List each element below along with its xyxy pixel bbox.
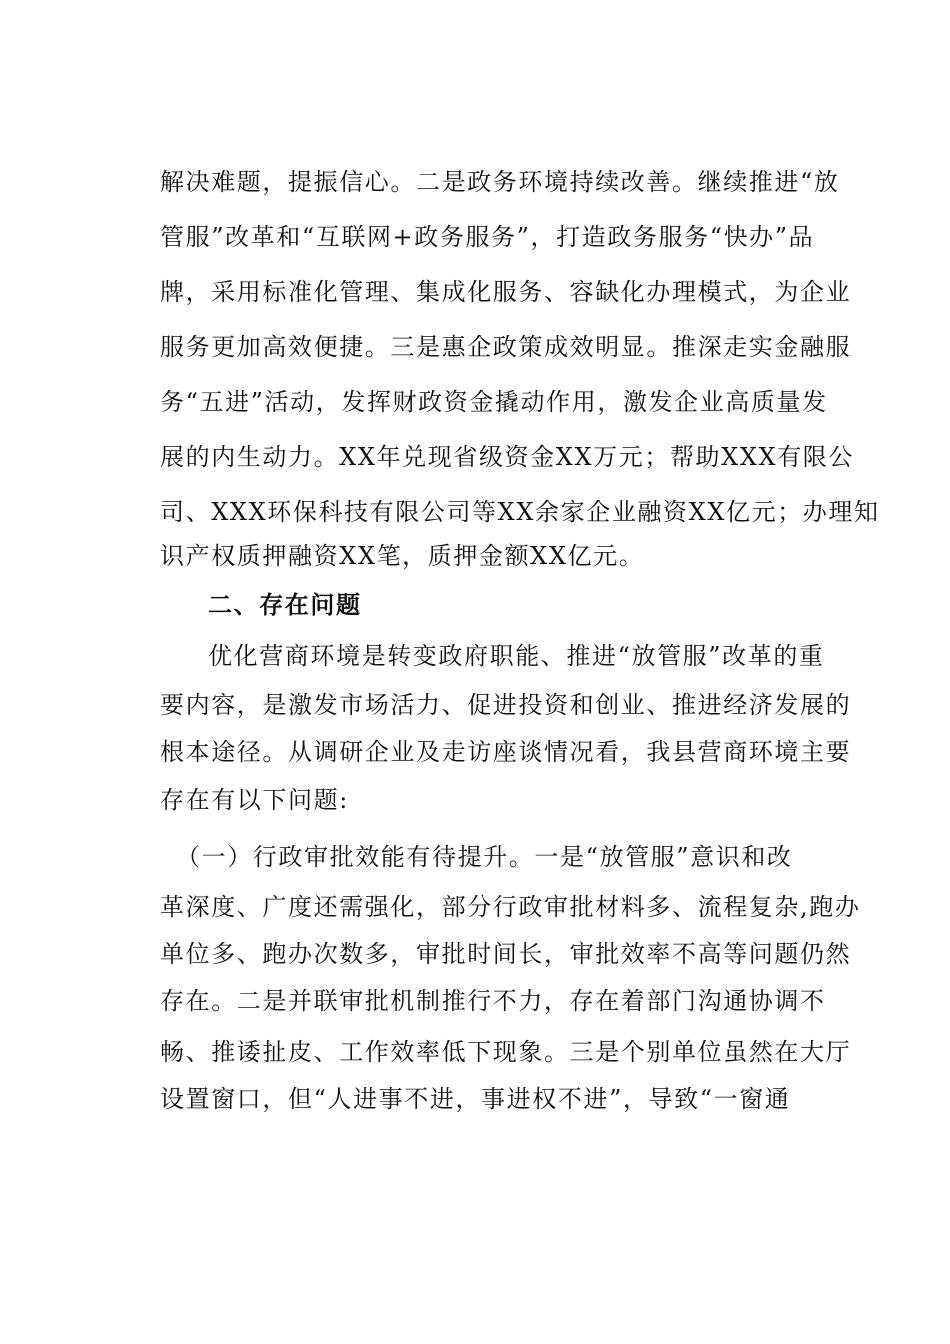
text-line: 根本途径。从调研企业及走访座谈情况看，我县营商环境主要 (160, 738, 852, 766)
text-line: 务“五进”活动，发挥财政资金撬动作用，激发企业高质量发 (160, 388, 828, 416)
text-line: 存在有以下问题: (160, 786, 349, 814)
text-line: 识产权质押融资XX笔，质押金额XX亿元。 (160, 542, 645, 570)
text-line: 畅、推诿扯皮、工作效率低下现象。三是个别单位虽然在大厅 (160, 1038, 852, 1066)
text-line: 牌，采用标准化管理、集成化服务、容缺化办理模式，为企业 (160, 278, 852, 306)
text-line: 要内容，是激发市场活力、促进投资和创业、推进经济发展的 (160, 691, 852, 719)
text-line: 设置窗口，但“人进事不进，事进权不进”，导致“一窗通 (160, 1085, 791, 1113)
text-line: 解决难题，提振信心。二是政务环境持续改善。继续推进“放 (160, 168, 840, 196)
text-line: 革深度、广度还需强化，部分行政审批材料多、流程复杂,跑办 (160, 893, 861, 921)
text-line: 存在。二是并联审批机制推行不力，存在着部门沟通协调不 (160, 987, 826, 1015)
text-line: 服务更加高效便捷。三是惠企政策成效明显。推深走实金融服 (160, 333, 852, 361)
text-line: 展的内生动力。XX年兑现省级资金XX万元；帮助XXX有限公 (160, 443, 854, 471)
text-line: 司、XXX环保科技有限公司等XX余家企业融资XX亿元；办理知 (160, 498, 880, 526)
section-heading: 二、存在问题 (208, 591, 362, 619)
text-line: 优化营商环境是转变政府职能、推进“放管服”改革的重 (208, 642, 825, 670)
text-line: 管服”改革和“互联网+政务服务”，打造政务服务“快办”品 (160, 223, 815, 251)
text-line: （一）行政审批效能有待提升。一是“放管服”意识和改 (176, 843, 793, 871)
text-line: 单位多、跑办次数多，审批时间长，审批效率不高等问题仍然 (160, 940, 852, 968)
